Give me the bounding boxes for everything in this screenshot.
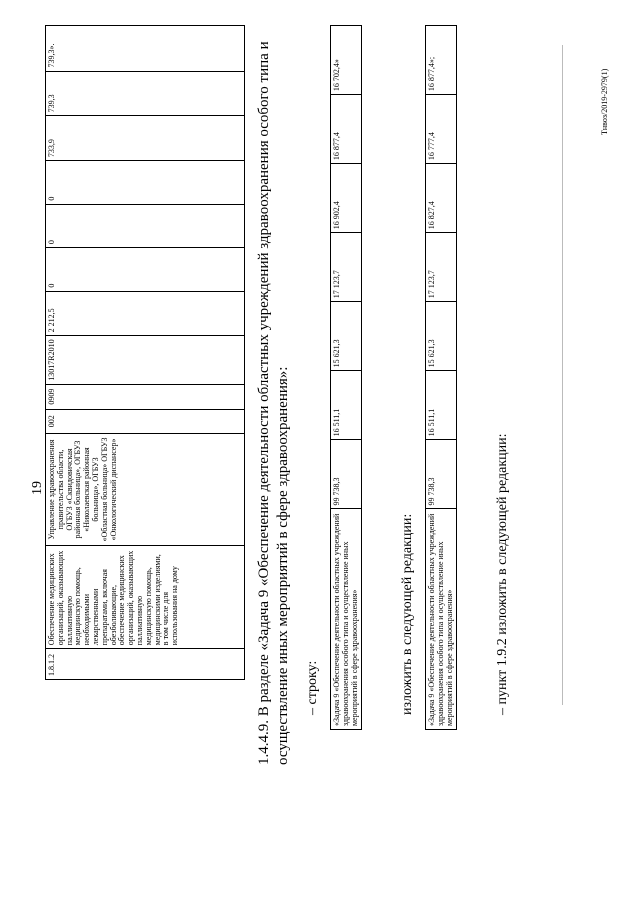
value-cell: 0: [46, 248, 245, 291]
value-cell: 99 738,3: [426, 440, 457, 509]
value-cell: 16 827,4: [426, 164, 457, 233]
new-row-table: [425, 25, 457, 730]
value-cell: 17 123,7: [426, 233, 457, 302]
value-cell: 739,3: [46, 71, 245, 116]
value-cell: 99 738,3: [331, 440, 362, 509]
value-cell: 733,9: [46, 116, 245, 161]
page-number: 19: [30, 481, 45, 495]
value-cell: 16 902,4: [331, 164, 362, 233]
value-cell: 739,3».: [46, 26, 245, 72]
row-number: 1.8.1.2: [46, 649, 245, 680]
instruction-line: изложить в следующей редакции:: [400, 513, 415, 715]
scan-divider: [562, 45, 563, 705]
value-cell: 0: [46, 204, 245, 247]
row-organizations: Управление здравоохранения правительства области, ОГБУЗ «Сквидовичская районная больница», ОГБУЗ «Николаевская районная больница», ОГБУЗ «Областная больница» ОГБУЗ «Онкологический диспансер»: [46, 433, 245, 545]
value-cell: 16 511,1: [426, 371, 457, 440]
code-2: 0909: [46, 384, 245, 409]
value-cell: 0: [46, 161, 245, 204]
value-cell: 16 877,4»;: [426, 26, 457, 95]
document-code: Тнвоз/2019-2979(1): [600, 68, 609, 135]
value-cell: 16 511,1: [331, 371, 362, 440]
instruction-line: – пункт 1.9.2 изложить в следующей редакции:: [495, 433, 510, 715]
code-1: 002: [46, 409, 245, 433]
value-cell: 16 877,4: [331, 95, 362, 164]
instruction-line: – строку:: [305, 660, 320, 715]
row-description: Обеспечение медицинских организаций, оказывающих паллиативную медицинскую помощь, необходимыми лекарственными препаратами, включая обезболивающие, обеспечение медицинских организаций, оказывающих паллиативную медицинскую помощь, медицинскими изделиями, в том числе для использования на дому: [46, 546, 245, 649]
value-cell: 2 212,5: [46, 291, 245, 336]
value-cell: 15 621,3: [331, 302, 362, 371]
section-heading: 1.4.4.9. В разделе «Задача 9 «Обеспечение деятельности областных учреждений здравоохранения особого типа и осуществление иных мероприятий в сфере здравоохранения»:: [256, 41, 291, 765]
task-label: «Задача 9 «Обеспечение деятельности областных учреждений здравоохранения особого типа и осуществление иных мероприятий в сфере здравоохранения»: [426, 509, 457, 730]
task-label: «Задача 9 «Обеспечение деятельности областных учреждений здравоохранения особого типа и осуществление иных мероприятий в сфере здравоохранения»: [331, 509, 362, 730]
code-3: 13017R2010: [46, 336, 245, 384]
program-table-row: [45, 25, 245, 680]
value-cell: 15 621,3: [426, 302, 457, 371]
value-cell: 17 123,7: [331, 233, 362, 302]
value-cell: 16 702,4»: [331, 26, 362, 95]
original-row-table: [330, 25, 362, 730]
value-cell: 16 777,4: [426, 95, 457, 164]
